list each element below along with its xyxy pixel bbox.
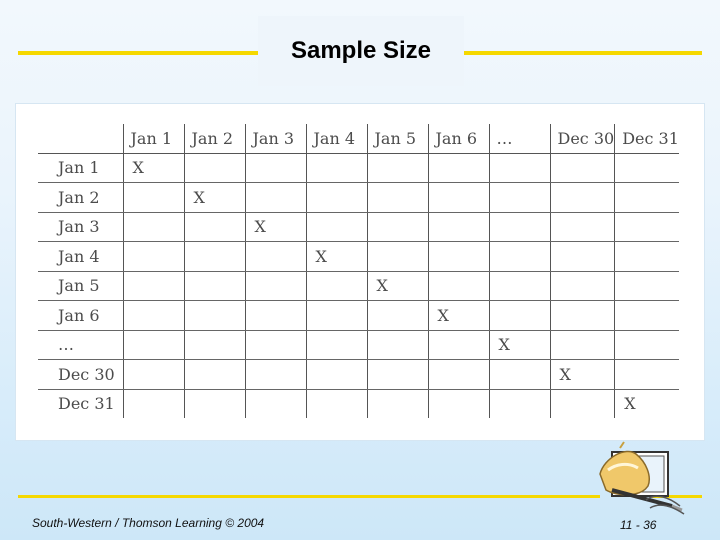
empty-cell bbox=[615, 242, 679, 272]
empty-cell bbox=[123, 360, 184, 390]
empty-cell bbox=[489, 183, 550, 213]
marked-cell: X bbox=[306, 242, 367, 272]
empty-cell bbox=[550, 301, 615, 331]
empty-cell bbox=[615, 153, 679, 183]
empty-cell bbox=[550, 212, 615, 242]
table-panel bbox=[16, 104, 704, 440]
empty-cell bbox=[428, 153, 489, 183]
marked-cell: X bbox=[184, 183, 245, 213]
footer-rule bbox=[18, 495, 600, 498]
corner-cell bbox=[38, 124, 123, 153]
empty-cell bbox=[184, 153, 245, 183]
empty-cell bbox=[245, 301, 306, 331]
slide-title-box bbox=[258, 16, 464, 86]
title-rule-left bbox=[18, 51, 258, 55]
empty-cell bbox=[489, 153, 550, 183]
table-row bbox=[38, 360, 679, 390]
table-row bbox=[38, 183, 679, 213]
empty-cell bbox=[489, 389, 550, 418]
marked-cell: X bbox=[245, 212, 306, 242]
table-row bbox=[38, 389, 679, 418]
empty-cell bbox=[184, 242, 245, 272]
page-number: 11 - 36 bbox=[620, 518, 657, 532]
empty-cell bbox=[245, 389, 306, 418]
empty-cell bbox=[123, 389, 184, 418]
empty-cell bbox=[489, 271, 550, 301]
empty-cell bbox=[615, 183, 679, 213]
empty-cell bbox=[123, 330, 184, 360]
row-label: Jan 3 bbox=[38, 212, 123, 242]
empty-cell bbox=[428, 330, 489, 360]
empty-cell bbox=[306, 389, 367, 418]
empty-cell bbox=[184, 389, 245, 418]
empty-cell bbox=[306, 360, 367, 390]
marked-cell: X bbox=[123, 153, 184, 183]
empty-cell bbox=[306, 330, 367, 360]
row-label: Jan 2 bbox=[38, 183, 123, 213]
empty-cell bbox=[428, 389, 489, 418]
column-header: Dec 30 bbox=[550, 124, 615, 153]
copyright-text: South-Western / Thomson Learning © 2004 bbox=[32, 516, 265, 530]
empty-cell bbox=[367, 360, 428, 390]
column-header: Dec 31 bbox=[615, 124, 679, 153]
column-header: Jan 3 bbox=[245, 124, 306, 153]
empty-cell bbox=[245, 183, 306, 213]
empty-cell bbox=[184, 301, 245, 331]
empty-cell bbox=[550, 330, 615, 360]
empty-cell bbox=[428, 360, 489, 390]
title-rule-right bbox=[464, 51, 702, 55]
empty-cell bbox=[123, 301, 184, 331]
empty-cell bbox=[615, 212, 679, 242]
empty-cell bbox=[245, 153, 306, 183]
empty-cell bbox=[123, 183, 184, 213]
empty-cell bbox=[615, 330, 679, 360]
empty-cell bbox=[367, 153, 428, 183]
empty-cell bbox=[367, 242, 428, 272]
row-label: Dec 31 bbox=[58, 394, 115, 414]
empty-cell bbox=[367, 330, 428, 360]
column-header: … bbox=[489, 124, 550, 153]
empty-cell bbox=[428, 242, 489, 272]
column-header: Jan 4 bbox=[306, 124, 367, 153]
empty-cell bbox=[489, 301, 550, 331]
empty-cell bbox=[123, 271, 184, 301]
empty-cell bbox=[489, 242, 550, 272]
empty-cell bbox=[615, 301, 679, 331]
slide-title: Sample Size bbox=[290, 37, 432, 64]
empty-cell bbox=[184, 212, 245, 242]
empty-cell bbox=[245, 271, 306, 301]
empty-cell bbox=[428, 212, 489, 242]
table-row bbox=[38, 330, 679, 360]
column-header: Jan 2 bbox=[184, 124, 245, 153]
marked-cell: X bbox=[367, 271, 428, 301]
row-label: Jan 5 bbox=[38, 271, 123, 301]
empty-cell bbox=[550, 242, 615, 272]
empty-cell bbox=[367, 389, 428, 418]
row-label: Jan 1 bbox=[38, 153, 123, 183]
empty-cell bbox=[184, 271, 245, 301]
empty-cell bbox=[550, 271, 615, 301]
empty-cell bbox=[428, 183, 489, 213]
column-header: Jan 5 bbox=[367, 124, 428, 153]
empty-cell bbox=[428, 271, 489, 301]
empty-cell bbox=[306, 271, 367, 301]
header-row bbox=[38, 124, 679, 153]
row-label: Jan 4 bbox=[38, 242, 123, 272]
table-row bbox=[38, 153, 679, 183]
empty-cell bbox=[306, 153, 367, 183]
empty-cell bbox=[615, 271, 679, 301]
empty-cell bbox=[550, 389, 615, 418]
empty-cell bbox=[245, 242, 306, 272]
empty-cell bbox=[550, 183, 615, 213]
date-pair-table bbox=[38, 124, 679, 418]
row-label: Dec 30 bbox=[38, 360, 123, 390]
empty-cell bbox=[489, 212, 550, 242]
empty-cell bbox=[245, 360, 306, 390]
marked-cell: X bbox=[550, 360, 615, 390]
marked-cell: X bbox=[428, 301, 489, 331]
empty-cell bbox=[489, 360, 550, 390]
empty-cell bbox=[306, 183, 367, 213]
empty-cell bbox=[123, 242, 184, 272]
table-row bbox=[38, 271, 679, 301]
row-label: Jan 6 bbox=[38, 301, 123, 331]
table-row bbox=[38, 242, 679, 272]
empty-cell bbox=[306, 301, 367, 331]
notepad-with-pen-icon bbox=[590, 440, 690, 520]
column-header: Jan 1 bbox=[123, 124, 184, 153]
empty-cell bbox=[367, 301, 428, 331]
empty-cell bbox=[245, 330, 306, 360]
empty-cell bbox=[184, 360, 245, 390]
empty-cell bbox=[367, 212, 428, 242]
row-label: … bbox=[38, 330, 123, 360]
marked-cell: X bbox=[489, 330, 550, 360]
empty-cell bbox=[615, 360, 679, 390]
empty-cell bbox=[550, 153, 615, 183]
column-header: Jan 6 bbox=[428, 124, 489, 153]
empty-cell bbox=[123, 212, 184, 242]
empty-cell bbox=[367, 183, 428, 213]
empty-cell bbox=[184, 330, 245, 360]
marked-cell: X bbox=[615, 389, 679, 418]
empty-cell bbox=[306, 212, 367, 242]
table-row bbox=[38, 212, 679, 242]
table-row bbox=[38, 301, 679, 331]
